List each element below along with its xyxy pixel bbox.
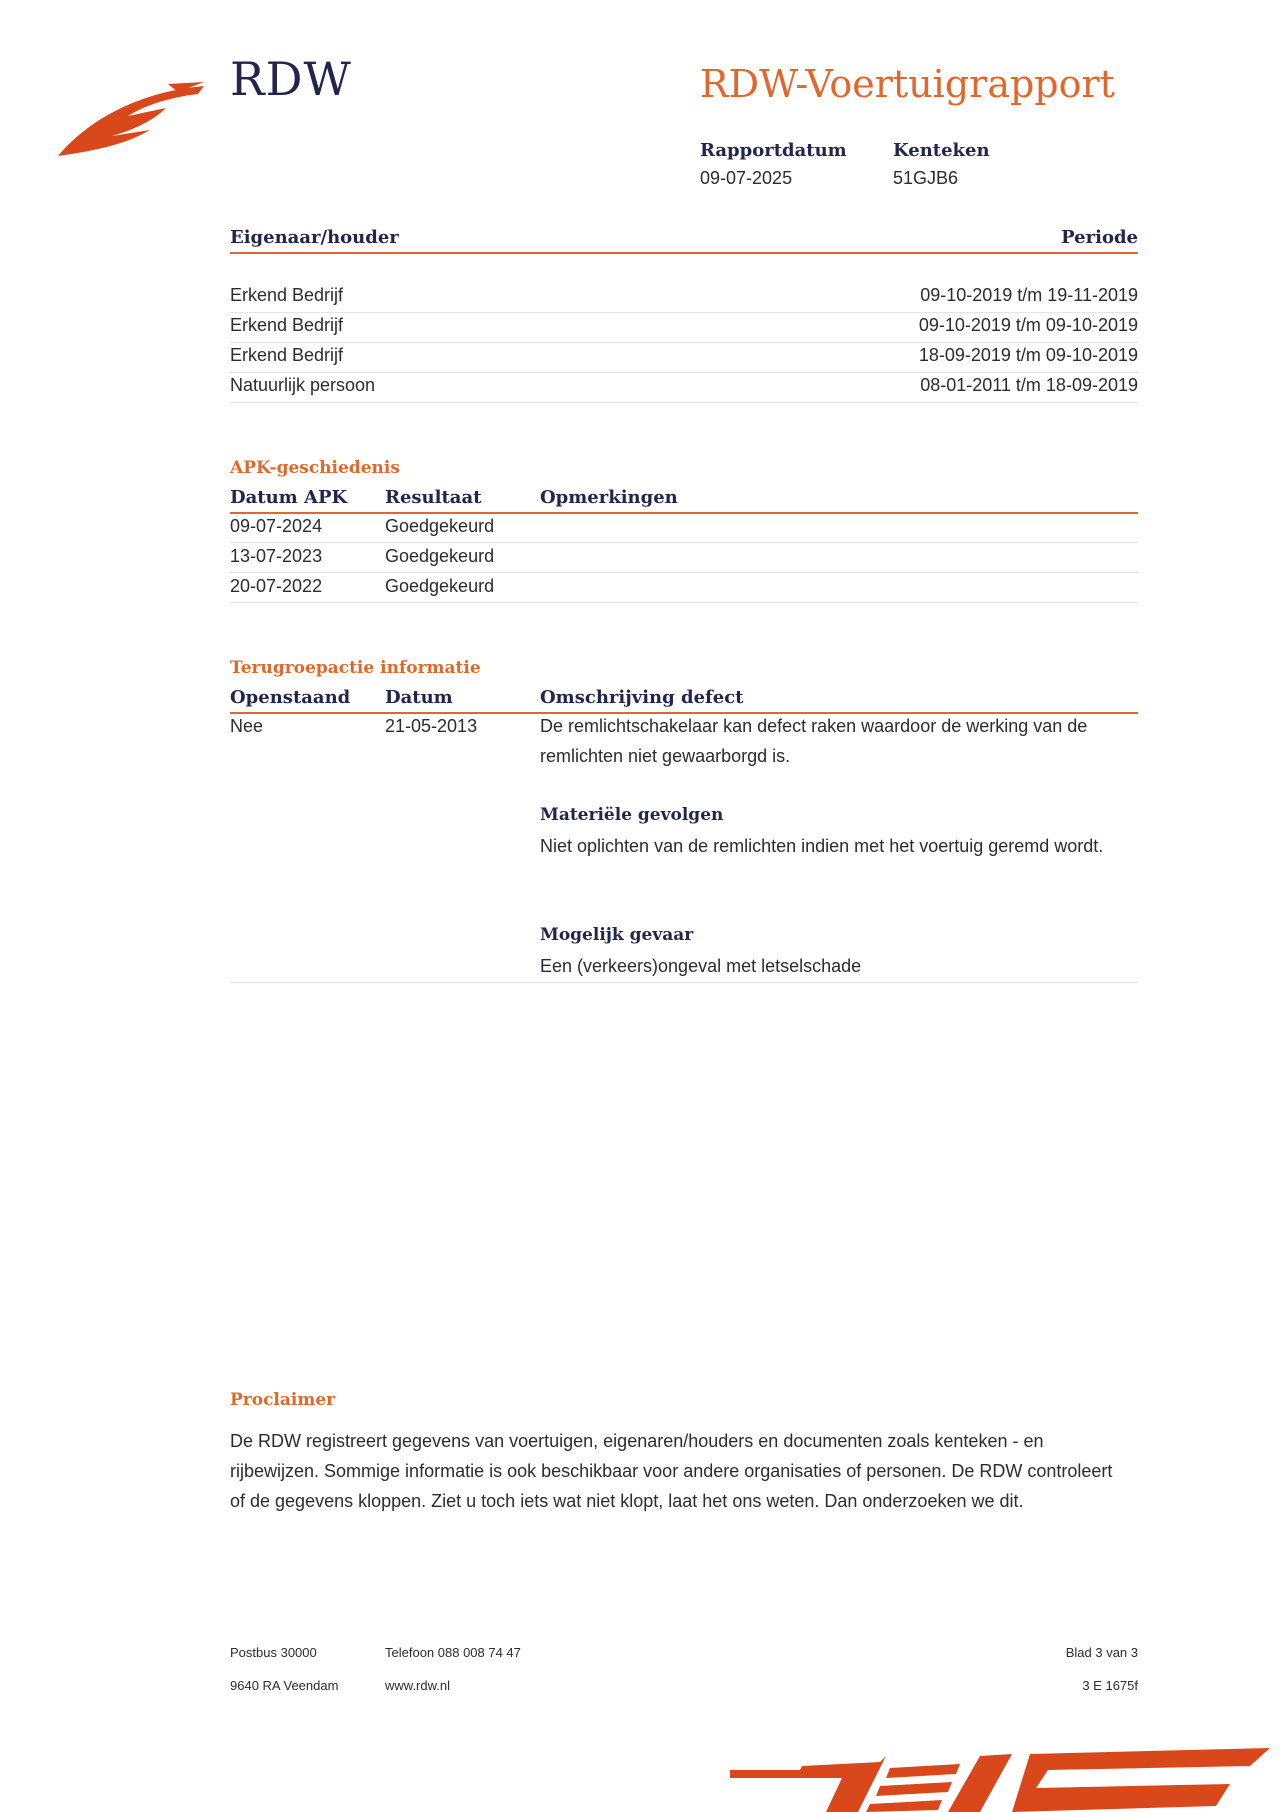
period-cell: 18-09-2019 t/m 09-10-2019 [918,345,1138,365]
rdw-feather-logo-icon [58,80,208,160]
apk-result-header: Resultaat [385,487,482,508]
danger-text: Een (verkeers)ongeval met letselschade [540,956,862,976]
recall-open-value: Nee [230,716,264,736]
apk-result-cell: Goedgekeurd [385,546,495,566]
row-divider [230,312,1138,313]
owners-header-rule [230,252,1138,254]
period-cell: 09-10-2019 t/m 19-11-2019 [920,285,1138,305]
report-date-label: Rapportdatum [700,140,847,161]
footer-stripes-decoration-icon [730,1748,1280,1812]
report-date-value: 09-07-2025 [700,168,793,188]
owner-cell: Erkend Bedrijf [230,315,344,335]
plate-label: Kenteken [893,140,990,161]
owner-cell: Erkend Bedrijf [230,345,344,365]
apk-header-rule [230,512,1138,514]
row-divider [230,602,1138,603]
footer-phone: Telefoon 088 008 74 47 [385,1645,521,1660]
recall-open-header: Openstaand [230,687,351,708]
recall-date-header: Datum [385,687,453,708]
row-divider [230,402,1138,403]
owner-column-header: Eigenaar/houder [230,227,399,248]
owner-cell: Natuurlijk persoon [230,375,376,395]
apk-result-cell: Goedgekeurd [385,516,495,536]
document-title: RDW-Voertuigrapport [700,62,1115,106]
footer-postbus: Postbus 30000 [230,1645,317,1660]
recall-section-title: Terugroepactie informatie [230,658,481,678]
apk-notes-header: Opmerkingen [540,487,678,508]
footer-website-link[interactable]: www.rdw.nl [385,1678,451,1693]
footer-page-number: Blad 3 van 3 [1065,1645,1138,1660]
footer-city: 9640 RA Veendam [230,1678,339,1693]
recall-bottom-rule [230,982,1138,983]
apk-date-cell: 20-07-2022 [230,576,323,596]
apk-result-cell: Goedgekeurd [385,576,495,596]
consequences-label: Materiële gevolgen [540,805,724,825]
brand-name: RDW [230,52,352,106]
apk-date-cell: 13-07-2023 [230,546,323,566]
apk-date-header: Datum APK [230,487,348,508]
period-column-header: Periode [1061,227,1138,248]
recall-desc-header: Omschrijving defect [540,687,744,708]
recall-date-value: 21-05-2013 [385,716,478,736]
period-cell: 08-01-2011 t/m 18-09-2019 [920,375,1138,395]
recall-description: De remlichtschakelaar kan defect raken waardoor de werking van de remlichten niet gewaarborgd is. [540,716,1088,766]
row-divider [230,342,1138,343]
row-divider [230,572,1138,573]
apk-section-title: APK-geschiedenis [230,458,400,478]
apk-date-cell: 09-07-2024 [230,516,323,536]
row-divider [230,372,1138,373]
consequences-text: Niet oplichten van de remlichten indien met het voertuig geremd wordt. [540,836,1104,856]
owner-cell: Erkend Bedrijf [230,285,344,305]
proclaimer-text: De RDW registreert gegevens van voertuigen, eigenaren/houders en documenten zoals kenteken - en rijbewijzen. Sommige informatie is ook beschikbaar voor andere organisaties of personen. De RDW controleert of de gegevens kloppen. Ziet u toch iets wat niet klopt, laat het ons weten. Dan onderzoeken we dit. [230,1431,1113,1511]
period-cell: 09-10-2019 t/m 09-10-2019 [918,315,1138,335]
plate-value: 51GJB6 [893,168,959,188]
footer-document-code: 3 E 1675f [1082,1678,1138,1693]
proclaimer-title: Proclaimer [230,1390,336,1410]
danger-label: Mogelijk gevaar [540,925,694,945]
row-divider [230,542,1138,543]
